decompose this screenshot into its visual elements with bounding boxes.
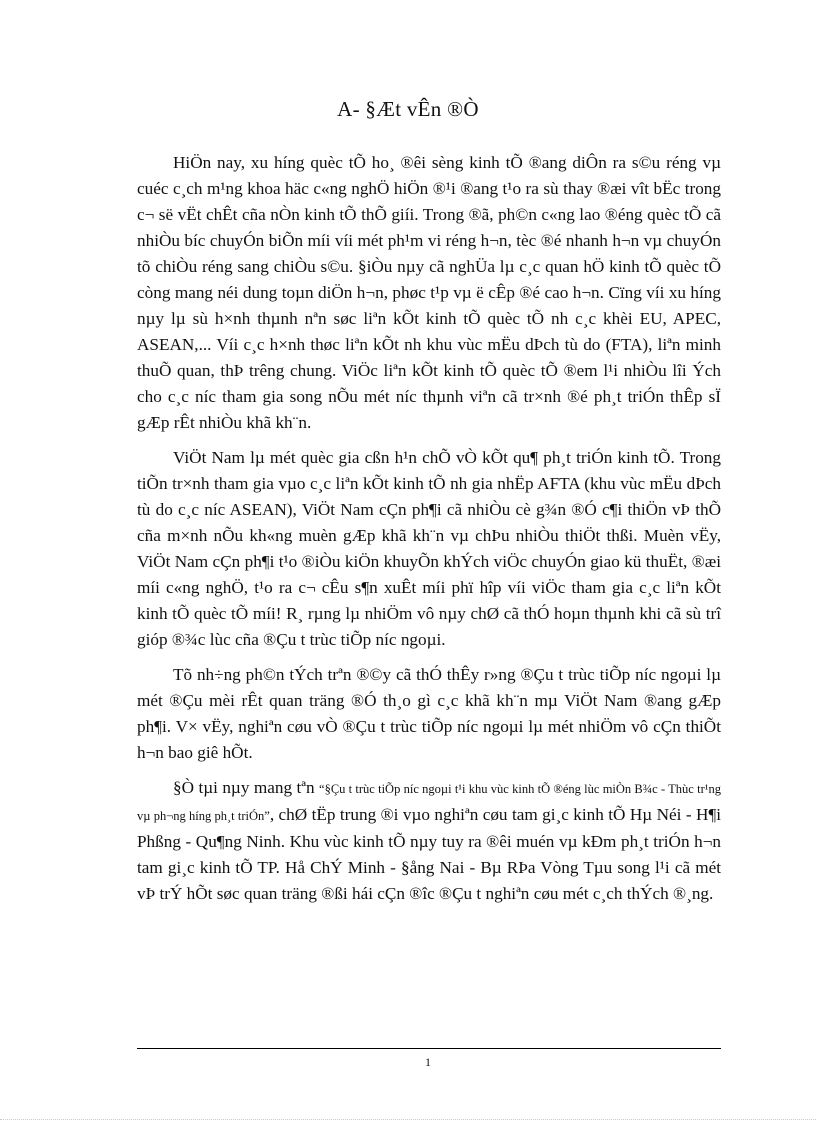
paragraph-4-rest: , chØ tËp trung ®i vµo nghiªn cøu tam gi¸c kinh tÕ Hµ Néi - H¶i Phßng - Qu¶ng Ninh. Khu vùc kinh tÕ nµy tuy ra ®êi muén vµ kÐm ph¸t triÓn h¬n tam gi¸c kinh tÕ TP. Hå ChÝ Minh - §ång Nai - Bµ RÞa Vòng Tµu song l¹i cã mét vÞ trÝ hÕt søc quan träng ®ßi hái cÇn ®îc ®Çu t nghiªn cøu mét c¸ch thÝch ®¸ng. (137, 805, 722, 903)
paragraph-4 (137, 775, 721, 907)
paragraph-3: Tõ nh÷ng ph©n tÝch trªn ®©y cã thÓ thÊy r»ng ®Çu t trùc tiÕp níc ngoµi lµ mét ®Çu mèi rÊt quan träng ®Ó th¸o gì c¸c khã kh¨n mµ ViÖt Nam ®ang gÆp ph¶i. V× vËy, nghiªn cøu vÒ ®Çu t trùc tiÕp níc ngoµi lµ mét nhiÖm vô cÇn thiÕt h¬n bao giê hÕt. (137, 665, 721, 762)
paragraph-2: ViÖt Nam lµ mét quèc gia cßn h¹n chÕ vÒ kÕt qu¶ ph¸t triÓn kinh tÕ. Trong tiÕn tr×nh tham gia vµo c¸c liªn kÕt kinh tÕ nh gia nhËp AFTA (khu vùc mËu dÞch tù do c¸c níc ASEAN), ViÖt Nam cÇn ph¶i cã nhiÒu cè g¾n ®Ó c¶i thiÖn vÞ thÕ cña m×nh nÕu kh«ng muèn gÆp khã kh¨n vµ chÞu nhiÒu thiÖt thßi. Muèn vËy, ViÖt Nam cÇn ph¶i t¹o ®iÒu kiÖn khuyÕn khÝch viÖc chuyÓn giao kü thuËt, ®æi míi c«ng nghÖ, t¹o ra c¬ cÊu s¶n xuÊt míi phï hîp víi viÖc tham gia c¸c liªn kÕt kinh tÕ quèc tÕ míi! R¸ rµng lµ nhiÖm vô nµy chØ cã thÓ hoµn thµnh khi cã sù trî gióp ®¾c lùc cña ®Çu t trùc tiÕp níc ngoµi. (137, 448, 721, 649)
paragraph-4-lead: §Ò tµi nµy mang tªn (173, 778, 320, 797)
page-number: 1 (425, 1055, 431, 1069)
footer-divider (137, 1048, 721, 1049)
document-title: A- §Æt vÊn ®Ò (337, 97, 479, 121)
paragraph-1: HiÖn nay, xu híng quèc tÕ ho¸ ®êi sèng kinh tÕ ®ang diÔn ra s©u réng vµ cuéc c¸ch m¹ng khoa häc c«ng nghÖ hiÖn ®¹i ®ang t¹o ra sù thay ®æi vît bËc trong c¬ së vËt chÊt cña nÒn kinh tÕ thÕ giíi. Trong ®ã, ph©n c«ng lao ®éng quèc tÕ cã nhiÒu bíc chuyÓn biÕn míi víi mét ph¹m vi réng h¬n, tèc ®é nhanh h¬n vµ chuyÓn tõ chiÒu réng sang chiÒu s©u. §iÒu nµy cã nghÜa lµ c¸c quan hÖ kinh tÕ quèc tÕ còng mang néi dung toµn diÖn h¬n, phøc t¹p vµ ë cÊp ®é cao h¬n. Cïng víi xu híng nµy lµ sù h×nh thµnh nªn søc liªn kÕt kinh tÕ quèc tÕ nh c¸c khèi EU, APEC, ASEAN,... Víi c¸c h×nh thøc liªn kÕt nh khu vùc mËu dÞch tù do (FTA), liªn minh thuÕ quan, thÞ trêng chung. ViÖc liªn kÕt kinh tÕ quèc tÕ ®em l¹i nhiÒu lîi Ých cho c¸c níc tham gia song nÕu mét níc thµnh viªn cã tr×nh ®é ph¸t triÓn thÊp sÏ gÆp rÊt nhiÒu khã kh¨n. (137, 153, 721, 432)
topic-title-quote: “§Çu t trùc tiÕp níc ngoµi t¹i khu vùc kinh tÕ ®éng lùc miÒn B¾c - Thùc tr¹ng vµ ph¬ng híng ph¸t triÓn” (137, 782, 721, 823)
document-body (137, 150, 721, 916)
page-bottom-edge (0, 1119, 816, 1120)
